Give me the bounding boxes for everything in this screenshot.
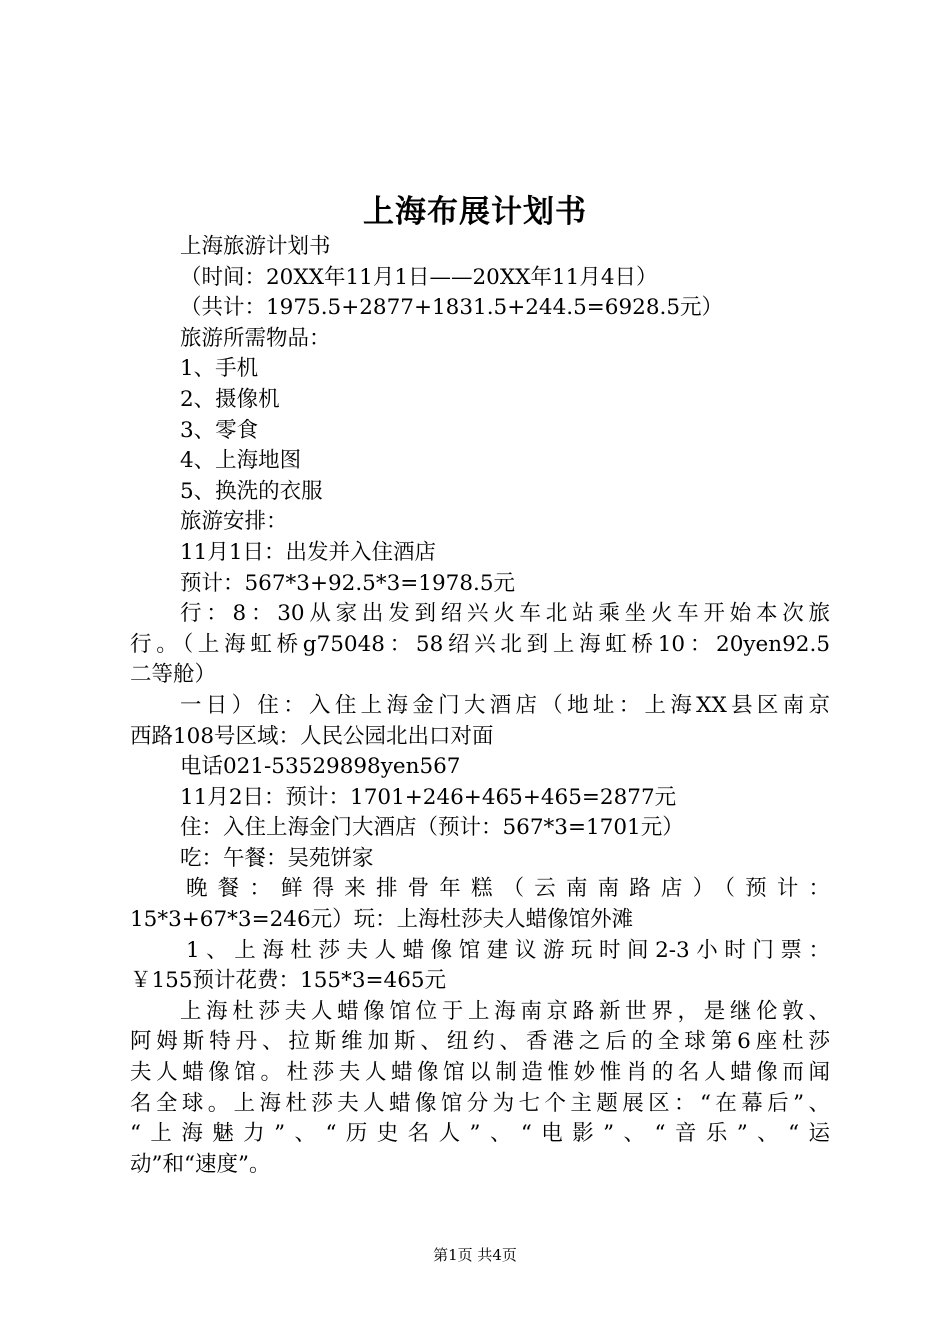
total-cost-line: （共计：1975.5+2877+1831.5+244.5=6928.5元）	[180, 295, 724, 321]
paragraph-line: 动”和“速度”。	[130, 1151, 271, 1177]
document-body	[130, 232, 830, 1180]
paragraph-line: “上海魅力”、“历史名人”、“电影”、“音乐”、“运	[130, 1121, 830, 1147]
item-line: 5、换洗的衣服	[180, 478, 323, 504]
day1-heading: 11月1日：出发并入住酒店	[180, 539, 437, 565]
paragraph-line: 一日）住：入住上海金门大酒店（地址：上海XX县区南京	[180, 692, 830, 718]
phone-line: 电话021-53529898yen567	[180, 754, 461, 780]
paragraph-line: 阿姆斯特丹、拉斯维加斯、纽约、香港之后的全球第6座杜莎	[130, 1029, 830, 1055]
subtitle-line: 上海旅游计划书	[180, 234, 331, 259]
paragraph-line: 上海杜莎夫人蜡像馆位于上海南京路新世界，是继伦敦、	[180, 998, 830, 1024]
item-line: 2、摄像机	[180, 386, 280, 412]
item-line: 1、手机	[180, 356, 259, 382]
paragraph-line: 行。（上海虹桥g75048：58绍兴北到上海虹桥10：20yen92.5	[130, 631, 830, 657]
day2-lunch: 吃：午餐：吴苑饼家	[180, 845, 374, 871]
paragraph-line: 名全球。上海杜莎夫人蜡像馆分为七个主题展区：“在幕后”、	[130, 1090, 830, 1116]
date-range-line: （时间：20XX年11月1日——20XX年11月4日）	[180, 264, 658, 290]
paragraph-line: 1、上海杜莎夫人蜡像馆建议游玩时间2-3小时门票：	[186, 937, 830, 963]
schedule-heading: 旅游安排：	[180, 509, 288, 535]
day1-estimate: 预计：567*3+92.5*3=1978.5元	[180, 570, 516, 596]
page-footer: 第1页 共4页	[433, 1246, 517, 1264]
paragraph-line: 夫人蜡像馆。杜莎夫人蜡像馆以制造惟妙惟肖的名人蜡像而闻	[130, 1060, 830, 1086]
paragraph-line: 15*3+67*3=246元）玩：上海杜莎夫人蜡像馆外滩	[130, 907, 634, 933]
paragraph-line: 行：8：30从家出发到绍兴火车北站乘坐火车开始本次旅	[180, 601, 830, 627]
document-title: 上海布展计划书	[363, 194, 587, 230]
item-line: 3、零食	[180, 417, 259, 443]
item-line: 4、上海地图	[180, 448, 302, 474]
items-heading: 旅游所需物品：	[180, 325, 331, 351]
paragraph-line: 二等舱）	[130, 662, 217, 688]
paragraph-line: 晚餐：鲜得来排骨年糕（云南南路店）（预计：	[186, 876, 830, 902]
paragraph-line: 西路108号区域：人民公园北出口对面	[130, 723, 494, 749]
paragraph-line: ￥155预计花费：155*3=465元	[130, 968, 447, 994]
day2-heading: 11月2日：预计：1701+246+465+465=2877元	[180, 784, 677, 810]
day2-hotel: 住：入住上海金门大酒店（预计：567*3=1701元）	[180, 815, 684, 841]
